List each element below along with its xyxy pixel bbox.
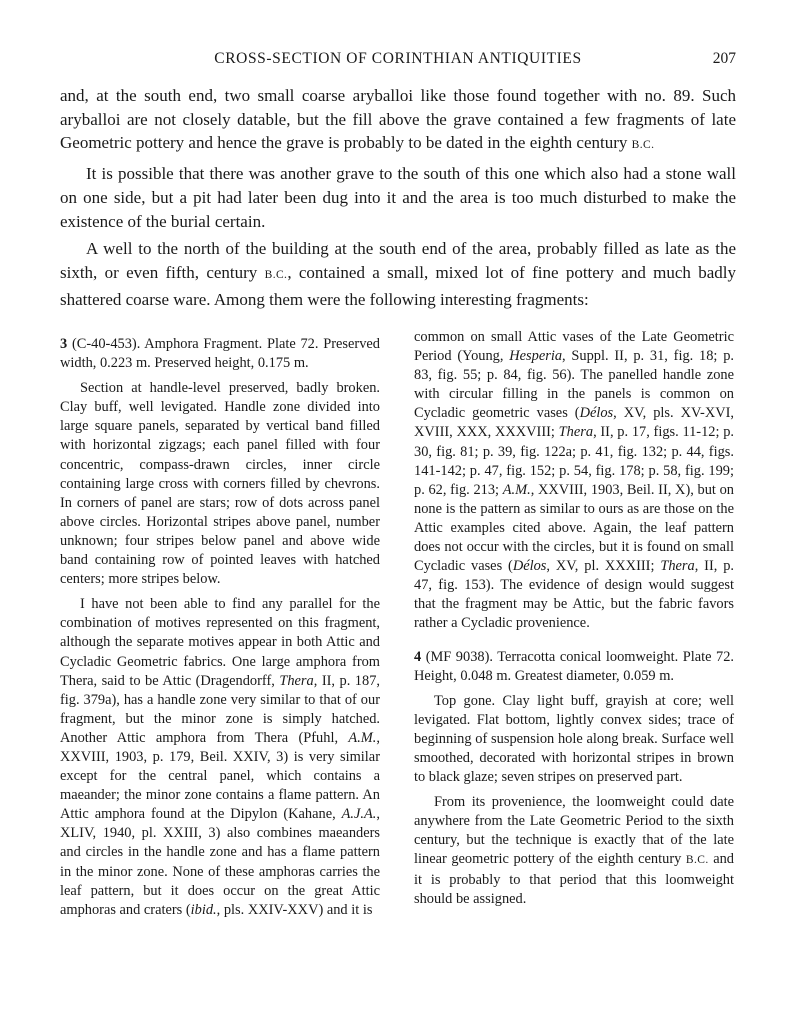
entry-4-discussion: [414, 793, 734, 909]
intro-p1-text: and, at the south end, two small coarse aryballoi like those found together with no. 89. Such aryballoi are not closely datable, but the fill above the grave contained a few fragments of late Geometric pottery and hence the grave is probably to be dated in the eighth century: [60, 86, 736, 153]
continuation-citation: Thera: [660, 558, 695, 575]
right-column: [414, 328, 734, 915]
entry-3-citation: ibid.: [190, 901, 217, 918]
intro-p3-tail: , contained a small, mixed lot of fine pottery and much badly shattered coarse ware. Among them were the following interesting fragments:: [60, 262, 736, 309]
continuation-text: , XXVIII, 1903, Beil. II, X), but on none is the pattern as similar to ours as are those on the Attic examples cited above. Again, the leaf pattern does not occur with the circles, but it is found on small Cycladic vases (: [414, 481, 734, 575]
continuation-text: , II, p. 17, figs. 11-12; p. 30, fig. 81; p. 39, fig. 122a; p. 41, fig. 132; p. 44, figs. 141-142; p. 47, fig. 152; p. 54, fig. 178; p. 58, fig. 199; p. 62, fig. 213;: [414, 424, 734, 498]
running-head: [60, 50, 736, 74]
intro-paragraph-1: [60, 84, 736, 158]
entry-3-citation: A.J.A.: [341, 806, 377, 823]
intro-paragraph-2: It is possible that there was another grave to the south of this one which also had a stone wall on one side, but a pit had later been dug into it and the area is too much disturbed to make the existence of the burial certain.: [60, 164, 736, 231]
intro-p1-bc: B.C.: [631, 139, 655, 152]
continuation-text: , XV, pls. XV-XVI, XVIII, XXX, XXXVIII;: [414, 405, 734, 441]
entry-3-heading-text: (C-40-453). Amphora Fragment. Plate 72. Preserved width, 0.223 m. Preserved height, 0.175 m.: [60, 336, 380, 372]
entry-3-citation: Thera: [279, 672, 314, 689]
continuation-text: , Suppl. II, p. 31, fig. 18; p. 83, fig. 55; p. 84, fig. 56). The panelled handle zone with circular filling in the panels is common on Cycladic geometric vases (: [414, 348, 735, 422]
entry-4-discussion-tail: and it is probably to that period that this loomweight should be assigned.: [414, 851, 734, 907]
intro-p3-bc: B.C.: [264, 268, 288, 281]
entry-3-discussion-text: , XXVIII, 1903, p. 179, Beil. XXIV, 3) is very similar except for the central panel, which contains a maeander; the minor zone contains a flame pattern. An Attic amphora found at the Dipylon (Kahane,: [60, 729, 380, 823]
continuation-citation: Délos: [579, 405, 614, 422]
continuation-text: , XV, pl. XXXIII;: [546, 558, 661, 575]
intro-text: [60, 84, 736, 315]
continuation-citation: Hesperia: [509, 348, 563, 365]
page-number: 207: [712, 50, 736, 67]
entry-3-continuation: [414, 328, 734, 634]
entry-3-number: 3: [60, 336, 68, 352]
entry-3-discussion-text: , XLIV, 1940, pl. XXIII, 3) also combines maeanders and circles in the handle zone and has a flame pattern in the minor zone. None of these amphoras carries the leaf pattern, but it does occur on the great Attic amphoras and craters (: [60, 806, 380, 918]
entry-3-discussion-text: , II, p. 187, fig. 379a), has a handle zone very similar to that of our fragment, but the minor zone is simply hatched. Another Attic amphora from Thera (Pfuhl,: [60, 672, 380, 746]
entry-3-discussion-text: , pls. XXIV-XXV) and it is: [216, 901, 373, 918]
continuation-citation: Thera: [558, 424, 594, 441]
continuation-text: , II, p. 47, fig. 153). The evidence of design would suggest that the fragment may be Attic, but the fabric favors rather a Cycladic provenience.: [414, 558, 734, 632]
entry-3-discussion-text: I have not been able to find any parallel for the combination of motives represented on this fragment, although the separate motives appear in both Attic and Cycladic Geometric fabrics. One large amphora from Thera, said to be Attic (Dragendorff,: [60, 596, 380, 689]
entry-4-description: Top gone. Clay light buff, grayish at core; well levigated. Flat bottom, lightly convex sides; trace of beginning of suspension hole along break. Surface well smoothed, decorated with horizontal stripes in brown to black glaze; seven stripes on preserved part.: [414, 692, 734, 786]
entry-3-discussion: [60, 595, 380, 920]
entry-3-citation: A.M.: [348, 729, 377, 746]
left-column: [60, 335, 380, 926]
continuation-citation: Délos: [512, 558, 547, 575]
entry-4-number: 4: [414, 648, 422, 665]
entry-4-discussion-text: From its provenience, the loomweight could date anywhere from the Late Geometric Period to the sixth century, but the technique is exactly that of the late linear geometric pottery of the eighth century: [414, 794, 734, 868]
continuation-text: common on small Attic vases of the Late Geometric Period (Young,: [414, 329, 734, 365]
intro-paragraph-3: [60, 237, 736, 311]
entry-4-heading-text: (MF 9038). Terracotta conical loomweight. Plate 72. Height, 0.048 m. Greatest diameter, 0.059 m.: [414, 648, 734, 684]
intro-p3-text: A well to the north of the building at the south end of the area, probably filled as late as the sixth, or even fifth, century: [60, 239, 736, 282]
entry-4-bc: B.C.: [685, 854, 709, 867]
entry-3-heading: [60, 335, 380, 373]
entry-4-heading: [414, 648, 734, 686]
continuation-citation: A.M.: [502, 481, 531, 498]
entry-3-description: Section at handle-level preserved, badly broken. Clay buff, well levigated. Handle zone divided into large square panels, separated by vertical band filled with horizontal zigzags; each panel filled with four concentric, compass-drawn circles, inner circle containing large cross with corners filled by chevrons. In corners of panel are stars; row of dots across panel above circles. Horizontal stripes above panel, number unknown; four stripes below panel and above wide band containing row of pointed leaves with hatched centers; more stripes below.: [60, 380, 380, 588]
running-title: CROSS-SECTION OF CORINTHIAN ANTIQUITIES: [214, 50, 582, 67]
